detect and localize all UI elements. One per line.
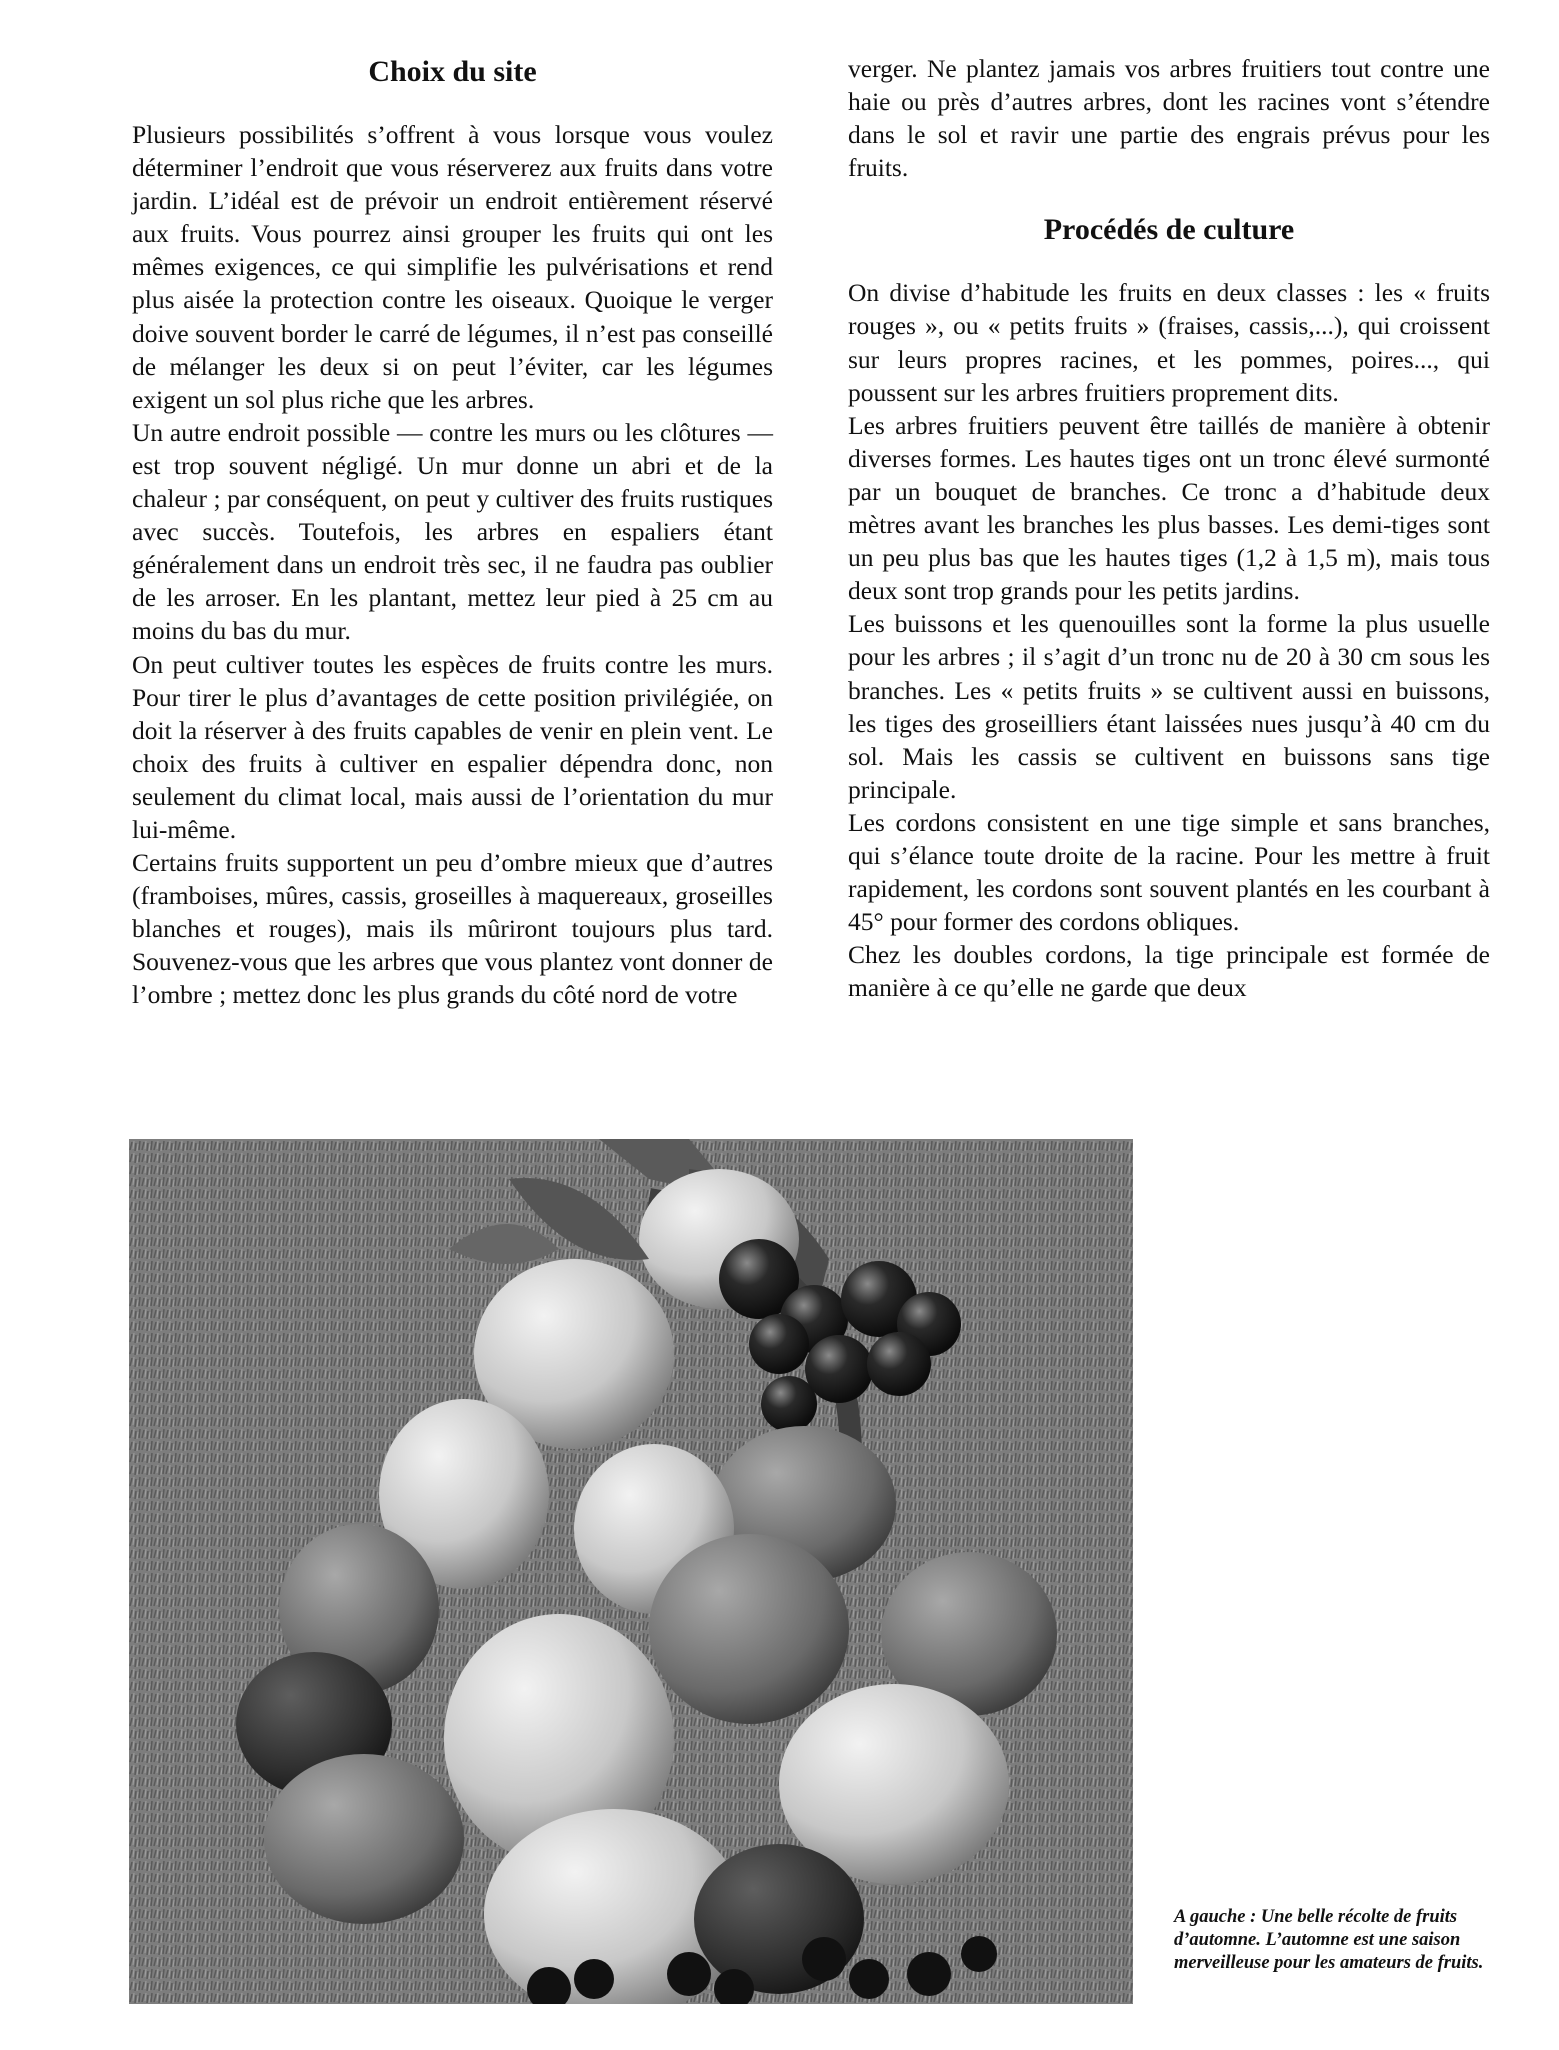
paragraph: Plusieurs possibilités s’offrent à vous lorsque vous voulez déterminer l’endroit que vous réserverez aux fruits dans votre jardin. L’idéal est de prévoir un endroit entièrement réservé aux fruits. Vous pourrez ainsi grouper les fruits qui ont les mêmes exigences, ce qui simplifie les pulvérisations et rend plus aisée la protection contre les oiseaux. Quoique le verger doive souvent border le carré de légumes, il n’est pas conseillé de mélanger les deux si on peut l’éviter, car les légumes exigent un sol plus riche que les arbres. — [132, 120, 773, 414]
left-column — [132, 52, 773, 1012]
paragraph: Certains fruits supportent un peu d’ombre mieux que d’autres (framboises, mûres, cassis, groseilles à maquereaux, groseilles blanches et rouges), mais ils mûriront toujours plus tard. Souvenez-vous que les arbres que vous plantez vont donner de l’ombre ; mettez donc les plus grands du côté nord de votre — [132, 848, 773, 1010]
paragraph: Chez les doubles cordons, la tige principale est formée de manière à ce qu’elle ne garde que deux — [848, 940, 1490, 1003]
paragraph: On divise d’habitude les fruits en deux classes : les « fruits rouges », ou « petits fruits » (fraises, cassis,...), qui croissent sur leurs propres racines, et les pommes, poires..., qui poussent sur les arbres fruitiers proprement dits. — [848, 278, 1490, 407]
section-title-choix-du-site: Choix du site — [368, 55, 537, 88]
fruit-harvest-photo — [129, 1139, 1133, 2004]
photo-caption: A gauche : Une belle récolte de fruits d’automne. L’automne est une saison merveilleuse pour les amateurs de fruits. — [1174, 1907, 1484, 1973]
paragraph: Les cordons consistent en une tige simple et sans branches, qui s’élance toute droite de la racine. Pour les mettre à fruit rapidement, les cordons sont souvent plantés en les courbant à 45° pour former des cordons obliques. — [848, 807, 1490, 937]
paragraph: On peut cultiver toutes les espèces de fruits contre les murs. Pour tirer le plus d’avantages de cette position privilégiée, on doit la réserver à des fruits capables de venir en plein vent. Le choix des fruits à cultiver en espalier dépendra donc, non seulement du climat local, mais aussi de l’orientation du mur lui-même. — [132, 649, 773, 844]
paragraph: Un autre endroit possible — contre les murs ou les clôtures — est trop souvent négligé. Un mur donne un abri et de la chaleur ; par conséquent, on peut y cultiver des fruits rustiques avec succès. Toutefois, les arbres en espaliers étant généralement dans un endroit très sec, il ne faudra pas oublier de les arroser. En les plantant, mettez leur pied à 25 cm au moins du bas du mur. — [132, 417, 773, 646]
section-title-procedes-de-culture: Procédés de culture — [1043, 213, 1295, 247]
paragraph-continuation: verger. Ne plantez jamais vos arbres fruitiers tout contre une haie ou près d’autres arbres, dont les racines vont s’étendre dans le sol et ravir une partie des engrais prévus pour les fruits. — [848, 54, 1490, 183]
apple — [649, 1534, 849, 1724]
paragraph: Les arbres fruitiers peuvent être taillés de manière à obtenir diverses formes. Les hautes tiges ont un tronc élevé surmonté par un bouquet de branches. Ce tronc a d’habitude deux mètres avant les branches les plus basses. Les demi-tiges sont un peu plus bas que les hautes tiges (1,2 à 1,5 m), mais tous deux sont trop grands pour les petits jardins. — [848, 410, 1490, 606]
apple — [264, 1754, 464, 1924]
paragraph: Les buissons et les quenouilles sont la forme la plus usuelle pour les arbres ; il s’agit d’un tronc nu de 20 à 30 cm sous les branches. Les « petits fruits » se cultivent aussi en buissons, les tiges des groseilliers étant laissées nues jusqu’à 40 cm du sol. Mais les cassis se cultivent en buissons sans tige principale. — [848, 609, 1490, 804]
right-column — [848, 52, 1490, 1004]
